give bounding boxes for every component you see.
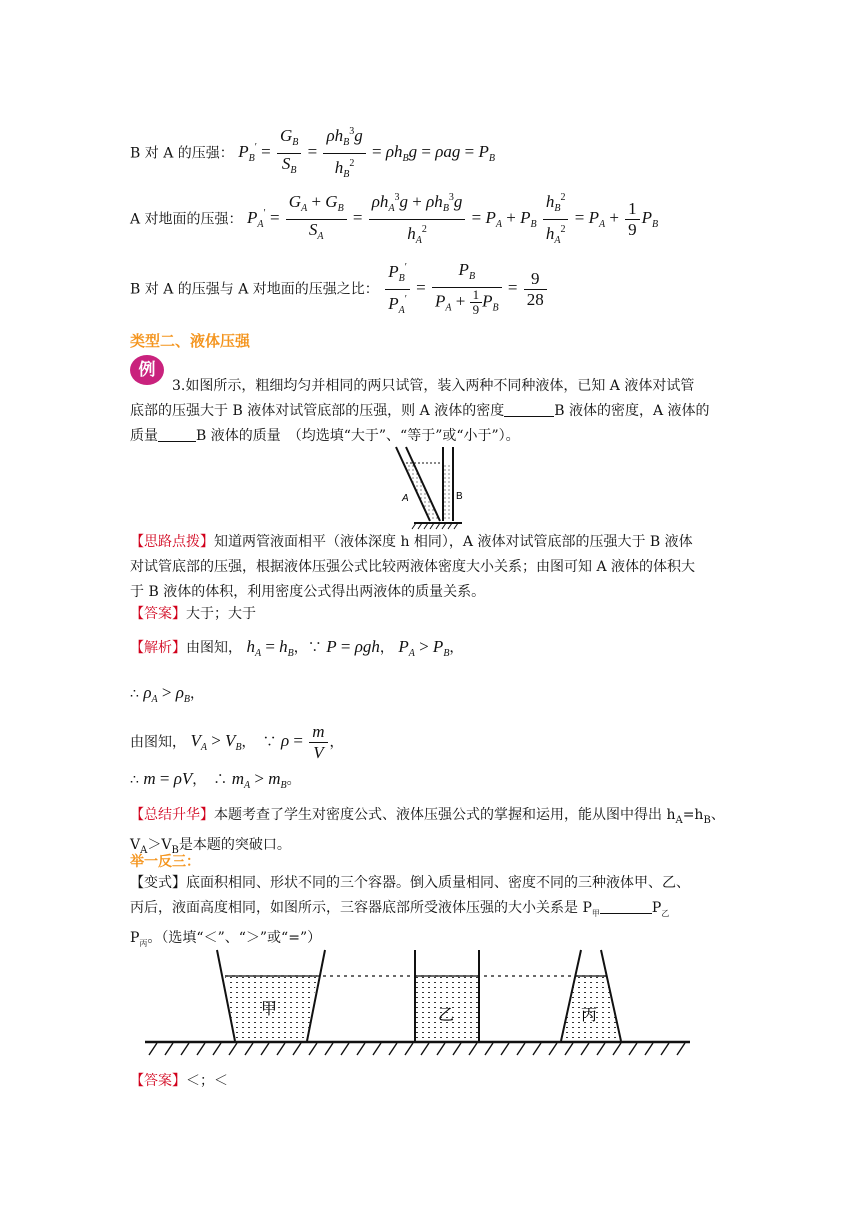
answer-text: 大于；大于 (186, 606, 256, 622)
tube-a-label: A (402, 493, 409, 504)
equation-formula: $P_A'$ = $\frac{G_A + G_B}{S_A}$ = $\frac{\rho h_A^3g + \rho h_B^3g}{h_A^2}$ = $P_A + P_B$ $\frac{h_B^2}{h_A^2}$ = $P_A$ + $\frac{1}{9}$ $P_B$ (247, 208, 658, 227)
variant-line: 【变式】底面积相同、形状不同的三个容器。倒入质量相同、密度不同的三种液体甲、乙、 (130, 875, 690, 891)
tube-b-label: B (456, 491, 463, 502)
analysis-line-2: ∴ $\rho_A > \rho_B$， (130, 683, 205, 705)
summary-line: $V_A>V_B$是本题的突破口。 (130, 837, 291, 856)
equation-label: B 对 A 的压强： (130, 145, 234, 162)
equation-formula: $\frac{P_B'}{P_A'}$ = $P_B$ $P_A$ + $\frac{1}{9}$ $P_B$ = $\frac{9}{28}$ (383, 278, 548, 297)
analysis-line-1: 【解析】由图知， $h_A = h_B$，∵ P = ρgh， $P_A > P_B$， (130, 637, 464, 659)
analysis-line-3: 由图知， $V_A > V_B$， ∵ ρ = $\frac{m}{V}$ ， (130, 722, 344, 762)
equation-label: B 对 A 的压强与 A 对地面的压强之比： (130, 281, 379, 298)
container-jia-label: 甲 (261, 999, 278, 1018)
equation-b-on-a (130, 122, 495, 185)
answer-blank-1[interactable] (504, 402, 554, 417)
variant-heading: 举一反三： (130, 854, 200, 870)
example-badge: 例 (130, 355, 164, 385)
hint-line: 【思路点拨】知道两管液面相平（液体深度 h 相同），A 液体对试管底部的压强大于 B 液体 (130, 534, 693, 550)
container-yi-label: 乙 (438, 1005, 455, 1024)
answer2-label: 【答案】 (130, 1073, 186, 1089)
answer2-line (130, 1070, 228, 1090)
hint-section (130, 530, 730, 605)
question-line: 质量 B 液体的质量 （均选填“大于”、“等于”或“小于”）。 (130, 428, 520, 444)
equation-formula: $P_B'$ = $\frac{G_B}{S_B}$ = $\frac{\rho h_B^3g}{h_B^2}$ = $\rho h_Bg = \rho ag = P_B$ (238, 142, 495, 161)
answer2-text: ＜；＜ (186, 1073, 228, 1089)
tube-a-wall (396, 447, 430, 521)
summary-line: 【总结升华】本题考查了学生对密度公式、液体压强公式的掌握和运用，能从图中得出 $h_A=h_B$、 (130, 807, 725, 826)
answer-label: 【答案】 (130, 606, 186, 622)
variant-line: $P_丙$。（选填“＜”、“＞”或“=”） (130, 930, 322, 948)
hint-line: 于 B 液体的体积，利用密度公式得出两液体的质量关系。 (130, 584, 486, 600)
hint-label: 【思路点拨】 (130, 534, 214, 550)
answer-blank-2[interactable] (158, 427, 196, 442)
question-3 (130, 374, 730, 449)
tube-a-liquid (404, 463, 440, 521)
ratio-denominator: 28 (526, 290, 544, 309)
answer-line (130, 603, 256, 623)
summary-label: 【总结升华】 (130, 807, 214, 823)
question-line: 3.如图所示，粗细均匀并相同的两只试管，装入两种不同种液体，已知 A 液体对试管 (172, 378, 695, 394)
variant-label: 【变式】 (130, 875, 186, 891)
equation-a-on-ground (130, 188, 658, 251)
answer-blank-3[interactable] (600, 899, 652, 914)
analysis-label: 【解析】 (130, 640, 186, 656)
analysis-line-4: ∴ m = ρV， ∴ $m_A > m_B$。 (130, 769, 301, 791)
equation-label: A 对地面的压强： (130, 211, 243, 228)
summary-section (130, 803, 730, 863)
variant-section (130, 871, 730, 956)
container-bing-label: 丙 (581, 1005, 598, 1024)
variant-line: 丙后，液面高度相同，如图所示，三容器底部所受液体压强的大小关系是 $P_甲$ $P_乙$ (130, 900, 670, 918)
question-line: 底部的压强大于 B 液体对试管底部的压强，则 A 液体的密度 B 液体的密度，A 液体的 (130, 403, 710, 419)
equation-ratio (130, 258, 549, 321)
section-title: 类型二、液体压强 (130, 332, 251, 350)
tube-b-liquid (444, 463, 452, 521)
test-tube-figure (392, 445, 472, 533)
ratio-numerator: 9 (524, 269, 547, 290)
containers-figure (145, 945, 690, 1060)
hint-line: 对试管底部的压强，根据液体压强公式比较两液体密度大小关系；由图可知 A 液体的体积大 (130, 559, 696, 575)
